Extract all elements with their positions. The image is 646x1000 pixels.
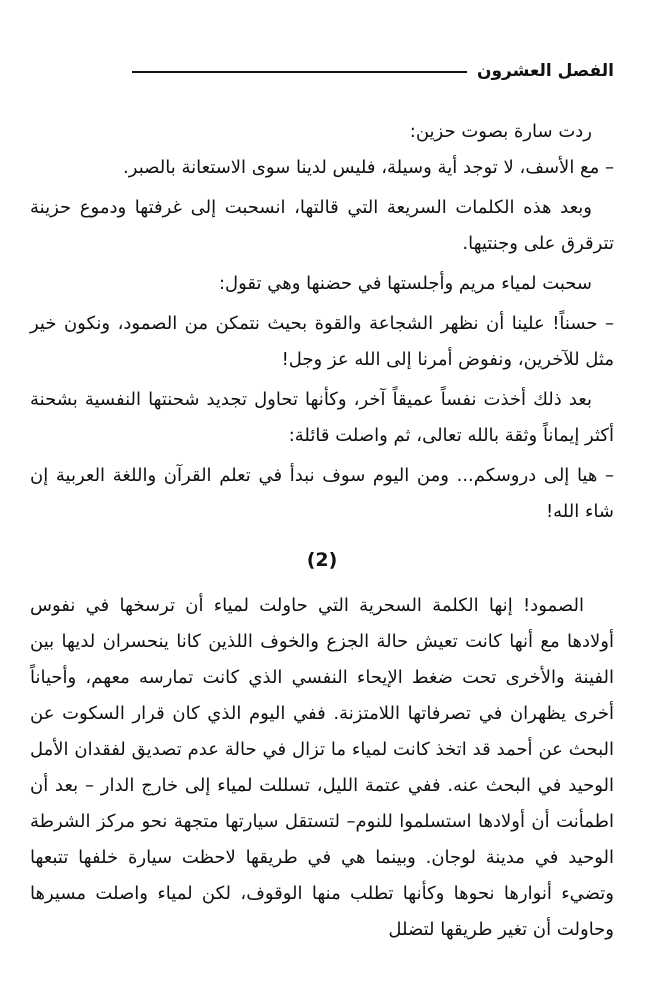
paragraph: ردت سارة بصوت حزين: [409,121,592,142]
dialogue-paragraph: – مع الأسف، لا توجد أية وسيلة، فليس لدينا سوى الاستعانة بالصبر. [123,157,614,178]
dialogue-paragraph: – حسناً! علينا أن نظهر الشجاعة والقوة بحيث نتمكن من الصمود، ونكون خير مثل للآخرين، ونفوض أمرنا إلى الله عز وجل! [30,313,614,370]
section-number: (2) [306,549,338,571]
page-content [30,114,614,948]
paragraph: بعد ذلك أخذت نفساً عميقاً آخر، وكأنها تحاول تجديد شحنتها النفسية بشحنة أكثر إيماناً وثقة بالله تعالى، ثم واصلت قائلة: [30,389,614,446]
running-header [132,58,614,84]
paragraph: سحبت لمياء مريم وأجلستها في حضنها وهي تقول: [218,273,592,294]
dialogue-paragraph: – هيا إلى دروسكم... ومن اليوم سوف نبدأ في تعلم القرآن واللغة العربية إن شاء الله! [30,465,614,522]
paragraph: وبعد هذه الكلمات السريعة التي قالتها، انسحبت إلى غرفتها ودموع حزينة تترقرق على وجنتيها. [30,197,614,254]
section-body [30,588,614,948]
chapter-title: الفصل العشرون [476,61,614,81]
paragraph: الصمود! إنها الكلمة السحرية التي حاولت لمياء أن ترسخها في نفوس أولادها مع أنها كانت تعيش حالة الجزع والخوف اللذين كانا ينحسران لديها بين الفينة والأخرى تحت ضغط الإيحاء النفسي الذي كانت تمارسه معهم، وأحياناً أخرى يظهران في تصرفاتها اللامتزنة. ففي اليوم الذي كان قرار السكوت عن البحث عن أحمد قد اتخذ كانت لمياء ما تزال في حالة عدم تصديق لفقدان الأمل الوحيد في البحث عنه. ففي عتمة الليل، تسللت لمياء إلى خارج الدار – بعد أن اطمأنت أن أولادها استسلموا للنوم– لتستقل سيارتها متجهة نحو مركز الشرطة الوحيد في مدينة لوجان. وبينما هي في طريقها لاحظت سيارة خلفها تتبعها وتضيء أنوارها نحوها وكأنها تطلب منها الوقوف، لكن لمياء واصلت مسيرها وحاولت أن تغير طريقها لتضلل [30,595,614,940]
header-rule [132,71,467,73]
